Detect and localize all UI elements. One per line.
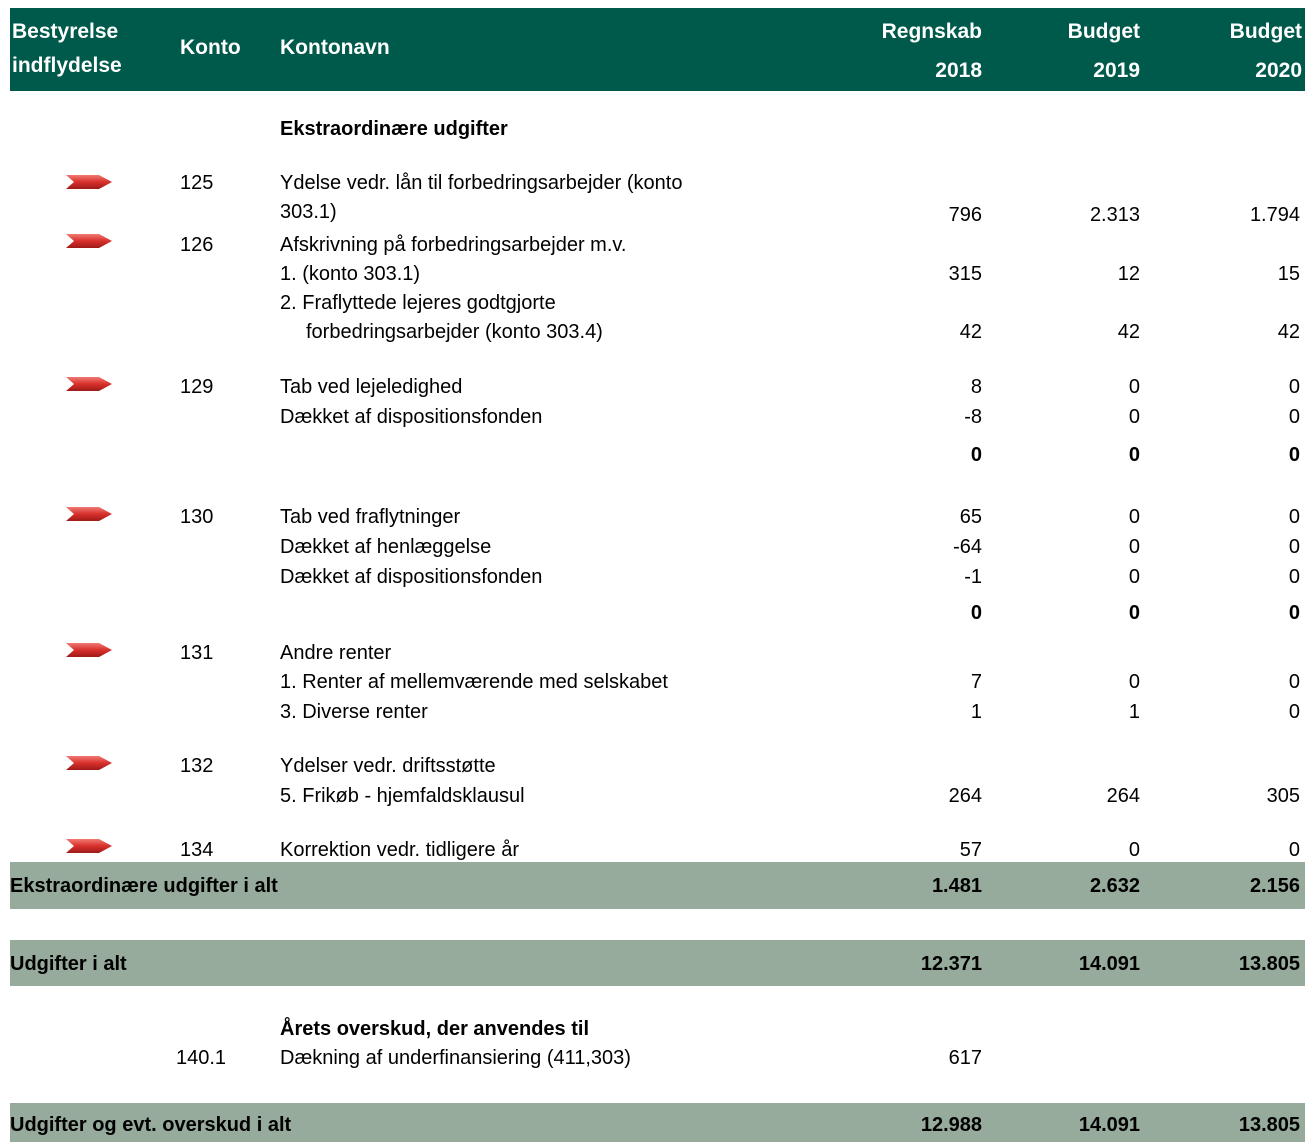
value-2018: 8 xyxy=(970,376,982,398)
row-label: Dækket af henlæggelse xyxy=(280,536,492,558)
value-2020: 0 xyxy=(1288,506,1300,528)
row-label: Ydelser vedr. driftsstøtte xyxy=(280,755,496,777)
value-2018: 617 xyxy=(948,1047,982,1069)
value-2019: 0 xyxy=(1128,406,1140,428)
subtotal-2020: 0 xyxy=(1288,602,1300,624)
row-label: forbedringsarbejder (konto 303.4) xyxy=(306,321,603,343)
section-title: Ekstraordinære udgifter xyxy=(280,118,508,140)
value-2019: 12 xyxy=(1117,263,1140,285)
value-2018: 796 xyxy=(948,204,982,226)
red-arrow-icon xyxy=(66,376,112,392)
row-label: 3. Diverse renter xyxy=(280,701,428,723)
header-account: Konto xyxy=(180,36,241,59)
account-number: 129 xyxy=(180,376,214,398)
subtotal-2019: 0 xyxy=(1128,602,1140,624)
header-2020-line2: 2020 xyxy=(1255,59,1302,82)
red-arrow-icon xyxy=(66,755,112,771)
header-2019-line1: Budget xyxy=(1067,20,1140,43)
header-2019-line2: 2019 xyxy=(1093,59,1140,82)
row-label: Dækning af underfinansiering (411,303) xyxy=(280,1047,631,1069)
subtotal-2020: 0 xyxy=(1288,444,1300,466)
grand-total-2020: 13.805 xyxy=(1238,1114,1300,1136)
value-2019: 0 xyxy=(1128,839,1140,861)
value-2019: 42 xyxy=(1117,321,1140,343)
row-label: 303.1) xyxy=(280,201,337,223)
row-label: 1. (konto 303.1) xyxy=(280,263,421,285)
value-2020: 0 xyxy=(1288,406,1300,428)
grand-total-row xyxy=(10,1103,1305,1142)
row-label: 5. Frikøb - hjemfaldsklausul xyxy=(280,785,525,807)
value-2018: -64 xyxy=(953,536,982,558)
value-2020: 0 xyxy=(1288,566,1300,588)
account-number: 130 xyxy=(180,506,214,528)
subtotal-2019: 0 xyxy=(1128,444,1140,466)
value-2020: 15 xyxy=(1277,263,1300,285)
value-2020: 0 xyxy=(1288,671,1300,693)
value-2019: 1 xyxy=(1128,701,1140,723)
red-arrow-icon xyxy=(66,838,112,854)
total-expenses-2020: 13.805 xyxy=(1238,953,1300,975)
value-2020: 0 xyxy=(1288,376,1300,398)
value-2018: -1 xyxy=(964,566,982,588)
account-number: 131 xyxy=(180,642,214,664)
row-label: Dækket af dispositionsfonden xyxy=(280,566,543,588)
account-number: 134 xyxy=(180,839,214,861)
red-arrow-icon xyxy=(66,174,112,190)
header-2018-line1: Regnskab xyxy=(881,20,982,43)
total-extraordinary-2019: 2.632 xyxy=(1089,875,1140,897)
account-number: 140.1 xyxy=(176,1047,227,1069)
value-2020: 305 xyxy=(1266,785,1300,807)
subtotal-2018: 0 xyxy=(970,602,982,624)
grand-total-label: Udgifter og evt. overskud i alt xyxy=(10,1114,292,1136)
total-expenses-2018: 12.371 xyxy=(920,953,982,975)
total-expenses-label: Udgifter i alt xyxy=(10,953,127,975)
grand-total-2019: 14.091 xyxy=(1078,1114,1140,1136)
value-2019: 0 xyxy=(1128,671,1140,693)
total-extraordinary-2020: 2.156 xyxy=(1249,875,1300,897)
value-2018: -8 xyxy=(964,406,982,428)
header-2018-line2: 2018 xyxy=(935,59,982,82)
red-arrow-icon xyxy=(66,642,112,658)
header-account-name: Kontonavn xyxy=(280,36,390,59)
account-number: 132 xyxy=(180,755,214,777)
value-2018: 264 xyxy=(948,785,982,807)
total-expenses-row xyxy=(10,940,1305,986)
account-number: 125 xyxy=(180,172,214,194)
row-label: Dækket af dispositionsfonden xyxy=(280,406,543,428)
value-2019: 0 xyxy=(1128,566,1140,588)
value-2019: 0 xyxy=(1128,376,1140,398)
value-2020: 0 xyxy=(1288,839,1300,861)
value-2018: 57 xyxy=(959,839,982,861)
value-2019: 0 xyxy=(1128,536,1140,558)
row-label: Tab ved fraflytninger xyxy=(280,506,461,528)
value-2019: 2.313 xyxy=(1089,204,1140,226)
value-2018: 1 xyxy=(970,701,982,723)
header-board-line1: Bestyrelse xyxy=(12,20,119,43)
value-2018: 315 xyxy=(948,263,982,285)
grand-total-2018: 12.988 xyxy=(920,1114,982,1136)
value-2018: 7 xyxy=(970,671,982,693)
total-expenses-2019: 14.091 xyxy=(1078,953,1140,975)
total-extraordinary-row xyxy=(10,862,1305,909)
row-label: 2. Fraflyttede lejeres godtgjorte xyxy=(280,292,556,314)
red-arrow-icon xyxy=(66,506,112,522)
value-2020: 0 xyxy=(1288,701,1300,723)
subtotal-2018: 0 xyxy=(970,444,982,466)
row-label: Tab ved lejeledighed xyxy=(280,376,463,398)
value-2020: 42 xyxy=(1277,321,1300,343)
account-number: 126 xyxy=(180,234,214,256)
surplus-title: Årets overskud, der anvendes til xyxy=(280,1018,590,1040)
value-2018: 42 xyxy=(959,321,982,343)
total-extraordinary-label: Ekstraordinære udgifter i alt xyxy=(10,875,278,897)
red-arrow-icon xyxy=(66,233,112,249)
value-2018: 65 xyxy=(959,506,982,528)
value-2019: 0 xyxy=(1128,506,1140,528)
value-2019: 264 xyxy=(1106,785,1140,807)
row-label: Ydelse vedr. lån til forbedringsarbejder (konto xyxy=(280,172,683,194)
row-label: Afskrivning på forbedringsarbejder m.v. xyxy=(280,234,627,256)
value-2020: 1.794 xyxy=(1249,204,1300,226)
total-extraordinary-2018: 1.481 xyxy=(931,875,982,897)
header-2020-line1: Budget xyxy=(1229,20,1302,43)
value-2020: 0 xyxy=(1288,536,1300,558)
row-label: Andre renter xyxy=(280,642,392,664)
header-board-line2: indflydelse xyxy=(12,54,122,77)
table-header xyxy=(10,8,1305,91)
row-label: Korrektion vedr. tidligere år xyxy=(280,839,520,861)
row-label: 1. Renter af mellemværende med selskabet xyxy=(280,671,668,693)
